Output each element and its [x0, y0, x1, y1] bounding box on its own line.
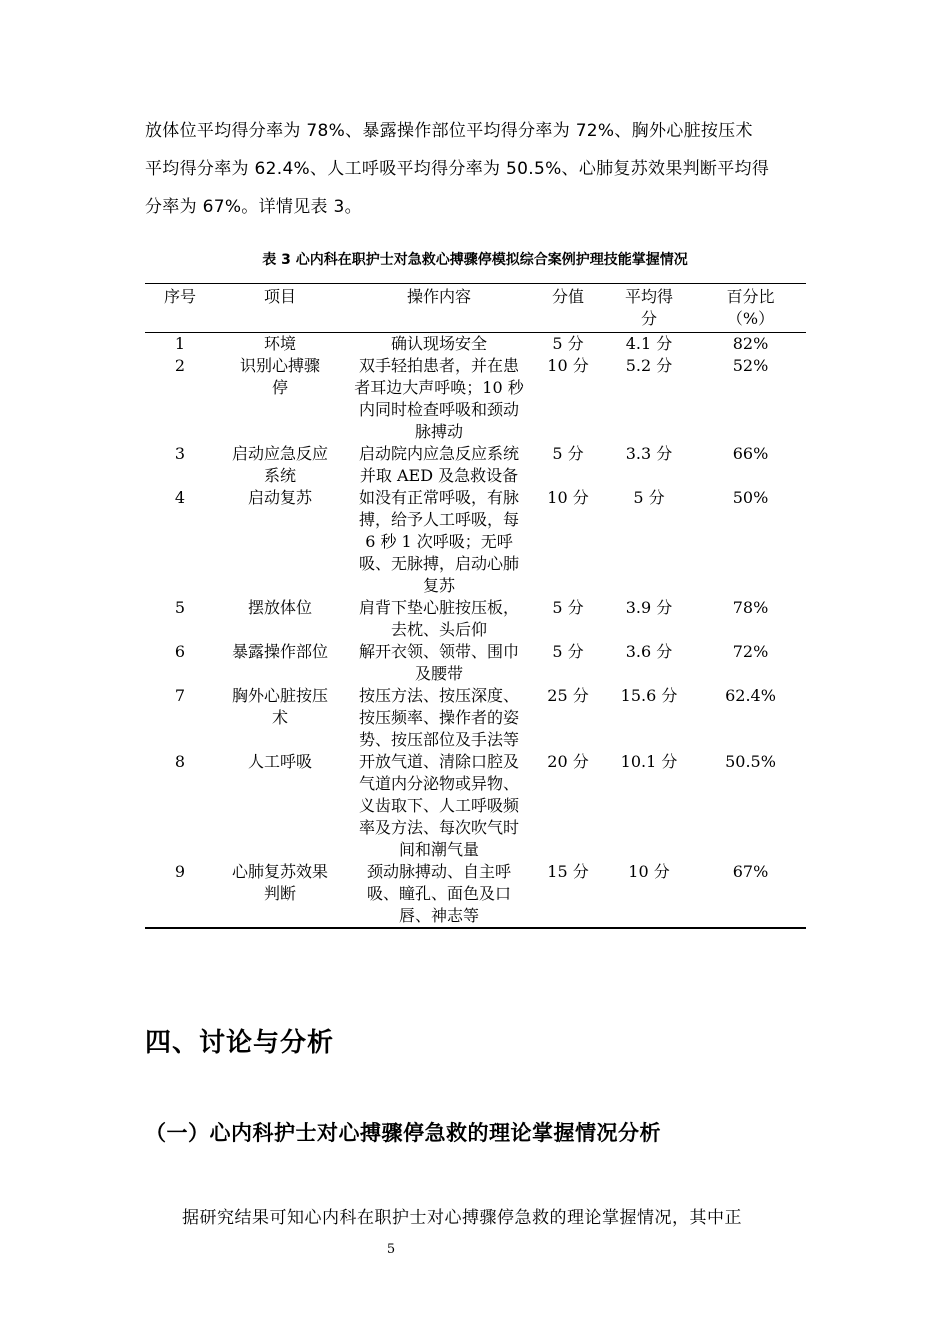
cell-item: 暴露操作部位: [231, 642, 328, 661]
cell-score: 15 分: [547, 862, 589, 881]
table-row: [145, 355, 806, 443]
table-row: [145, 751, 806, 861]
cell-average: 4.1 分: [625, 334, 673, 353]
cell-percent: 50.5%: [725, 752, 776, 771]
cell-percent: 67%: [732, 862, 769, 881]
cell-score: 10 分: [547, 488, 589, 507]
cell-score: 5 分: [552, 444, 584, 463]
skills-table: [145, 283, 806, 929]
cell-operation: 按压方法、按压深度、按压频率、操作者的姿势、按压部位及手法等: [358, 686, 519, 749]
cell-average: 5.2 分: [625, 356, 673, 375]
cell-score: 5 分: [552, 598, 584, 617]
table-row: [145, 861, 806, 928]
section-heading: 四、讨论与分析: [145, 1028, 335, 1058]
cell-no: 2: [174, 356, 186, 375]
header-percent-line2: （%）: [726, 309, 775, 328]
cell-no: 6: [174, 642, 186, 661]
cell-score: 5 分: [552, 642, 584, 661]
cell-item: 胸外心脏按压术: [231, 686, 328, 727]
header-average-line1: 平均得: [624, 287, 673, 306]
cell-operation: 开放气道、清除口腔及气道内分泌物或异物、义齿取下、人工呼吸频率及方法、每次吹气时间和潮气量: [358, 752, 519, 859]
table-caption: 表 3 心内科在职护士对急救心搏骤停模拟综合案例护理技能掌握情况: [262, 252, 688, 268]
header-score: 分值: [551, 287, 584, 306]
cell-operation: 颈动脉搏动、自主呼吸、瞳孔、面色及口唇、神志等: [366, 862, 511, 925]
header-average-line2: 分: [640, 309, 657, 328]
cell-percent: 62.4%: [725, 686, 776, 705]
cell-average: 10.1 分: [620, 752, 678, 771]
cell-operation: 启动院内应急反应系统并取 AED 及急救设备: [358, 444, 519, 485]
cell-score: 5 分: [552, 334, 584, 353]
header-no: 序号: [163, 287, 196, 306]
cell-percent: 82%: [732, 334, 769, 353]
cell-average: 10 分: [628, 862, 670, 881]
cell-operation: 肩背下垫心脏按压板，去枕、头后仰: [358, 598, 519, 639]
cell-item: 启动复苏: [247, 488, 312, 507]
cell-percent: 72%: [732, 642, 769, 661]
cell-item: 摆放体位: [247, 598, 312, 617]
cell-average: 15.6 分: [620, 686, 678, 705]
header-operation: 操作内容: [406, 287, 471, 306]
header-percent-line1: 百分比: [726, 287, 775, 306]
cell-percent: 50%: [732, 488, 769, 507]
cell-average: 3.3 分: [625, 444, 673, 463]
intro-line: 平均得分率为 62.4%、人工呼吸平均得分率为 50.5%、心肺复苏效果判断平均得: [145, 159, 770, 179]
table-header-row: [145, 284, 806, 333]
cell-operation: 如没有正常呼吸，有脉搏，给予人工呼吸，每 6 秒 1 次呼吸；无呼吸、无脉搏，启动心肺复苏: [358, 488, 519, 595]
intro-line: 放体位平均得分率为 78%、暴露操作部位平均得分率为 72%、胸外心脏按压术: [145, 121, 753, 141]
cell-item: 人工呼吸: [247, 752, 312, 771]
table-row: [145, 685, 806, 751]
cell-average: 3.6 分: [625, 642, 673, 661]
cell-operation: 确认现场安全: [390, 334, 487, 353]
cell-operation: 解开衣领、领带、围巾及腰带: [358, 642, 519, 683]
cell-item: 心肺复苏效果判断: [231, 862, 328, 903]
cell-average: 3.9 分: [625, 598, 673, 617]
sub-heading: （一）心内科护士对心搏骤停急救的理论掌握情况分析: [145, 1121, 661, 1145]
cell-percent: 52%: [732, 356, 769, 375]
body-paragraph: 据研究结果可知心内科在职护士对心搏骤停急救的理论掌握情况，其中正: [182, 1208, 742, 1228]
intro-line: 分率为 67%。详情见表 3。: [145, 197, 362, 217]
cell-no: 7: [174, 686, 186, 705]
table-row: [145, 641, 806, 685]
header-average: [603, 284, 695, 333]
cell-score: 10 分: [547, 356, 589, 375]
cell-no: 1: [174, 334, 186, 353]
cell-item: 识别心搏骤停: [239, 356, 320, 397]
table-row: [145, 443, 806, 487]
page-number: 5: [386, 1242, 396, 1257]
header-percent: [695, 284, 806, 333]
cell-percent: 66%: [732, 444, 769, 463]
cell-percent: 78%: [732, 598, 769, 617]
cell-no: 4: [174, 488, 186, 507]
cell-no: 3: [174, 444, 186, 463]
cell-item: 启动应急反应系统: [231, 444, 328, 485]
header-item: 项目: [263, 287, 296, 306]
table-row: [145, 487, 806, 597]
cell-average: 5 分: [633, 488, 665, 507]
table-row: [145, 597, 806, 641]
cell-operation: 双手轻拍患者，并在患者耳边大声呼唤；10 秒内同时检查呼吸和颈动脉搏动: [354, 356, 524, 441]
cell-item: 环境: [263, 334, 296, 353]
cell-no: 5: [174, 598, 186, 617]
table-row: [145, 333, 806, 356]
cell-score: 20 分: [547, 752, 589, 771]
intro-paragraph: [145, 112, 810, 226]
cell-no: 8: [174, 752, 186, 771]
cell-no: 9: [174, 862, 186, 881]
cell-score: 25 分: [547, 686, 589, 705]
